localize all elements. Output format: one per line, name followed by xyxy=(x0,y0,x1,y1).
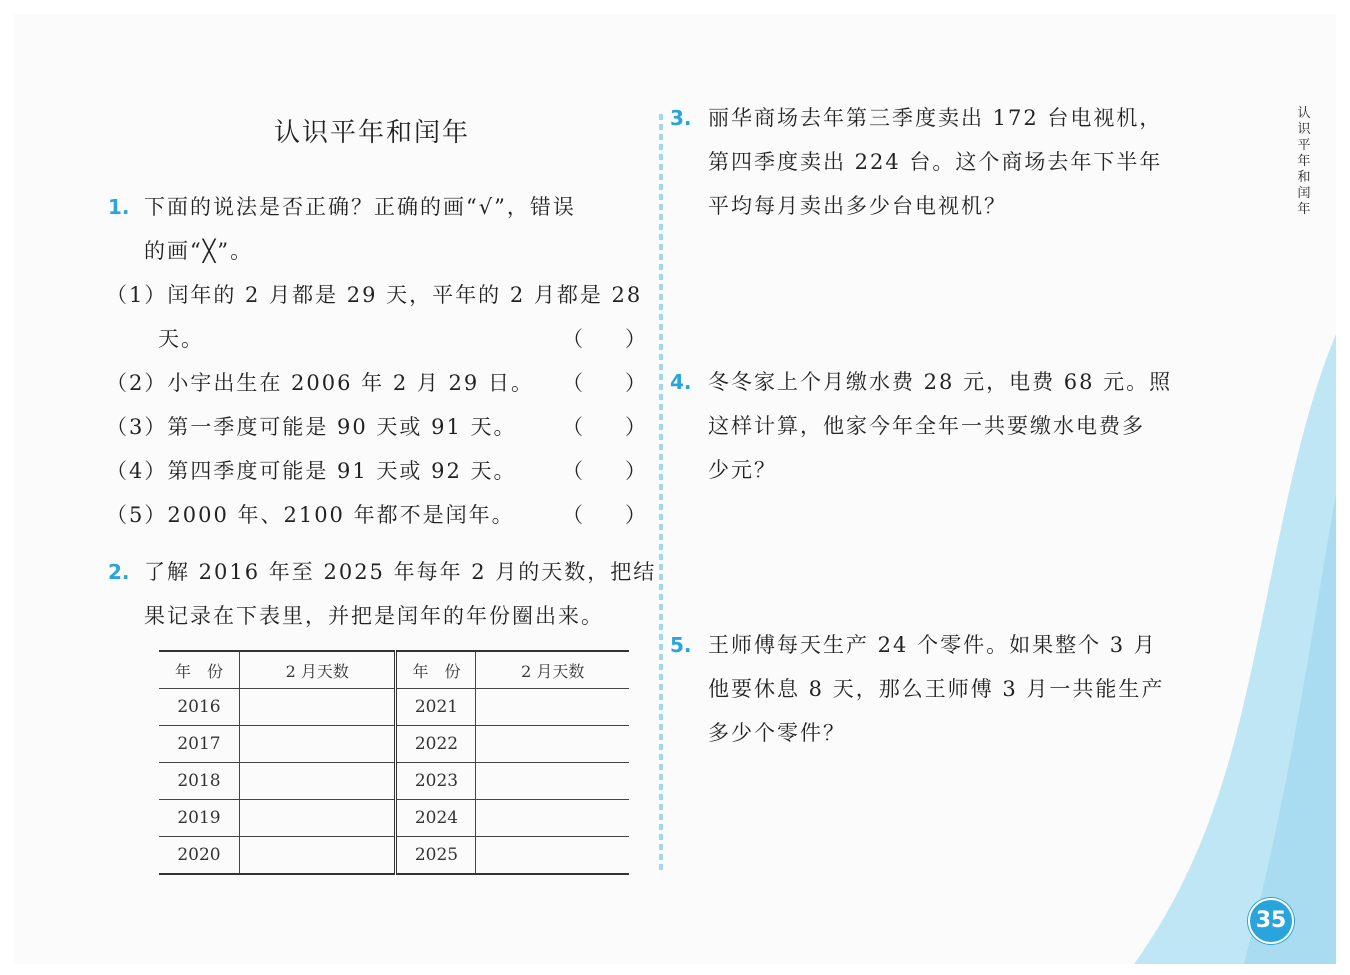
q1-item-3: （3）第一季度可能是 90 天或 91 天。 xyxy=(106,415,517,439)
days-input-cell[interactable] xyxy=(240,800,396,837)
q4-number: 4. xyxy=(670,370,692,394)
q5-line-1: 王师傅每天生产 24 个零件。如果整个 3 月 xyxy=(708,633,1157,657)
year-cell: 2016 xyxy=(159,689,240,726)
header-year-1: 年 份 xyxy=(159,651,240,689)
q2-line-1: 了解 2016 年至 2025 年每年 2 月的天数，把结 xyxy=(144,560,657,584)
february-days-table xyxy=(159,650,629,875)
year-cell: 2025 xyxy=(396,837,476,875)
page-number-badge: 35 xyxy=(1248,898,1294,944)
year-cell: 2020 xyxy=(159,837,240,875)
year-cell: 2017 xyxy=(159,726,240,763)
page-title: 认识平年和闰年 xyxy=(274,118,471,148)
days-input-cell[interactable] xyxy=(476,726,629,763)
q3-line-1: 丽华商场去年第三季度卖出 172 台电视机， xyxy=(708,106,1163,130)
year-cell: 2024 xyxy=(396,800,476,837)
days-input-cell[interactable] xyxy=(476,800,629,837)
q4-line-3: 少元？ xyxy=(708,458,777,482)
q1-item-5: （5）2000 年、2100 年都不是闰年。 xyxy=(106,503,515,527)
q1-number: 1. xyxy=(108,195,130,219)
q1-answer-blank-5[interactable]: （ ） xyxy=(562,503,646,527)
q4-line-1: 冬冬家上个月缴水费 28 元，电费 68 元。照 xyxy=(708,370,1173,394)
q4-line-2: 这样计算，他家今年全年一共要缴水电费多 xyxy=(708,414,1145,438)
side-chapter-label: 认识平年和闰年 xyxy=(1297,106,1311,217)
q1-answer-blank-2[interactable]: （ ） xyxy=(562,371,646,395)
days-input-cell[interactable] xyxy=(240,726,396,763)
q1-answer-blank-4[interactable]: （ ） xyxy=(562,459,646,483)
q1-answer-blank-3[interactable]: （ ） xyxy=(562,415,646,439)
q3-number: 3. xyxy=(670,106,692,130)
q5-line-2: 他要休息 8 天，那么王师傅 3 月一共能生产 xyxy=(708,677,1165,701)
q1-line-1: 下面的说法是否正确？正确的画“√”，错误 xyxy=(144,195,576,219)
q1-answer-blank-1[interactable]: （ ） xyxy=(562,327,646,351)
year-cell: 2022 xyxy=(396,726,476,763)
q3-line-3: 平均每月卖出多少台电视机？ xyxy=(708,194,1007,218)
table-header-row xyxy=(159,651,629,689)
table-row xyxy=(159,726,629,763)
days-input-cell[interactable] xyxy=(240,837,396,875)
q1-line-2: 的画“╳”。 xyxy=(144,239,254,263)
days-input-cell[interactable] xyxy=(476,689,629,726)
q2-line-2: 果记录在下表里，并把是闰年的年份圈出来。 xyxy=(144,604,604,628)
workbook-page xyxy=(14,14,1336,964)
q1-item-1: （1）闰年的 2 月都是 29 天，平年的 2 月都是 28 xyxy=(106,283,643,307)
header-year-2: 年 份 xyxy=(396,651,476,689)
days-input-cell[interactable] xyxy=(240,689,396,726)
q1-item-4: （4）第四季度可能是 91 天或 92 天。 xyxy=(106,459,517,483)
column-divider xyxy=(659,114,663,874)
q5-line-3: 多少个零件？ xyxy=(708,721,846,745)
q5-number: 5. xyxy=(670,633,692,657)
q1-item-2: （2）小宇出生在 2006 年 2 月 29 日。 xyxy=(106,371,534,395)
year-cell: 2023 xyxy=(396,763,476,800)
q1-item-1-cont: 天。 xyxy=(158,327,204,351)
year-cell: 2019 xyxy=(159,800,240,837)
days-input-cell[interactable] xyxy=(476,763,629,800)
table-row xyxy=(159,800,629,837)
days-input-cell[interactable] xyxy=(240,763,396,800)
year-cell: 2021 xyxy=(396,689,476,726)
q2-number: 2. xyxy=(108,560,130,584)
year-cell: 2018 xyxy=(159,763,240,800)
table-row xyxy=(159,763,629,800)
table-row xyxy=(159,689,629,726)
header-days-1: 2 月天数 xyxy=(240,651,396,689)
days-input-cell[interactable] xyxy=(476,837,629,875)
q3-line-2: 第四季度卖出 224 台。这个商场去年下半年 xyxy=(708,150,1163,174)
header-days-2: 2 月天数 xyxy=(476,651,629,689)
table-row xyxy=(159,837,629,875)
